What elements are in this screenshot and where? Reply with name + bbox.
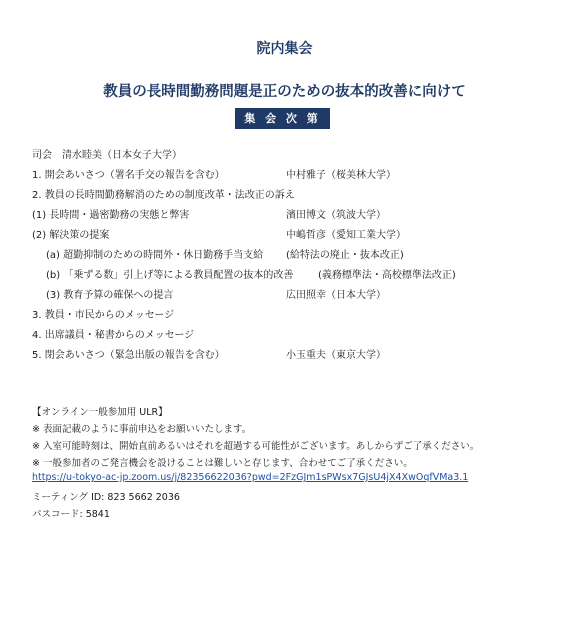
page-title: 院内集会 <box>256 41 313 57</box>
agenda-item-speaker: 中嶋哲彦（愛知工業大学） <box>286 230 406 241</box>
page-subtitle: 教員の長時間勤務問題是正のための抜本的改善に向けて <box>103 84 466 100</box>
agenda-item-label: 3. 教員・市民からのメッセージ <box>32 310 175 321</box>
agenda-item-label: 4. 出席議員・秘書からのメッセージ <box>32 330 195 341</box>
agenda-item-label: 5. 閉会あいさつ（緊急出版の報告を含む） <box>32 350 225 361</box>
agenda-item-label: 1. 開会あいさつ（署名手交の報告を含む） <box>32 170 225 181</box>
agenda-item-speaker: 濱田博文（筑波大学） <box>286 210 386 221</box>
agenda-item-label: (1) 長時間・過密勤務の実態と弊害 <box>32 210 190 221</box>
online-note: ※ 入室可能時刻は、開始直前あるいはそれを超過する可能性がございます。あしからずご了承ください。 <box>32 441 480 452</box>
online-heading: 【オンライン一般参加用 ULR】 <box>32 407 168 418</box>
agenda-item-speaker: 広田照幸（日本大学） <box>286 290 386 301</box>
moderator-line: 司会 清水睦美（日本女子大学） <box>32 150 182 161</box>
online-note: ※ 一般参加者のご発言機会を設けることは難しいと存じます、合わせてご了承ください。 <box>32 458 413 469</box>
passcode: パスコード: 5841 <box>32 509 110 520</box>
agenda-subitem-label: (a) 超勤抑制のための時間外・休日勤務手当支給 <box>46 250 264 261</box>
meeting-id: ミーティング ID: 823 5662 2036 <box>32 492 180 503</box>
agenda-badge: 集 会 次 第 <box>235 108 330 129</box>
agenda-subitem-label: (3) 教育予算の確保への提言 <box>46 290 174 301</box>
agenda-item-speaker: 小玉重夫（東京大学） <box>286 350 386 361</box>
agenda-item-speaker: 中村雅子（桜美林大学） <box>286 170 396 181</box>
agenda-subitem-note: (義務標準法・高校標準法改正) <box>318 270 456 281</box>
agenda-item-label: 2. 教員の長時間勤務解消のための制度改革・法改正の訴え <box>32 190 295 201</box>
agenda-subitem-label: (b) 「乗ずる数」引上げ等による教員配置の抜本的改善 <box>46 270 294 281</box>
online-note: ※ 表面記載のように事前申込をお願いいたします。 <box>32 424 252 435</box>
zoom-link[interactable]: https://u-tokyo-ac-jp.zoom.us/j/82356622036?pwd=2FzGJm1sPWsx7GJsU4jX4XwOqfVMa3.1 <box>32 472 469 483</box>
agenda-subitem-note: (給特法の廃止・抜本改正) <box>286 250 404 261</box>
agenda-item-label: (2) 解決策の提案 <box>32 230 110 241</box>
